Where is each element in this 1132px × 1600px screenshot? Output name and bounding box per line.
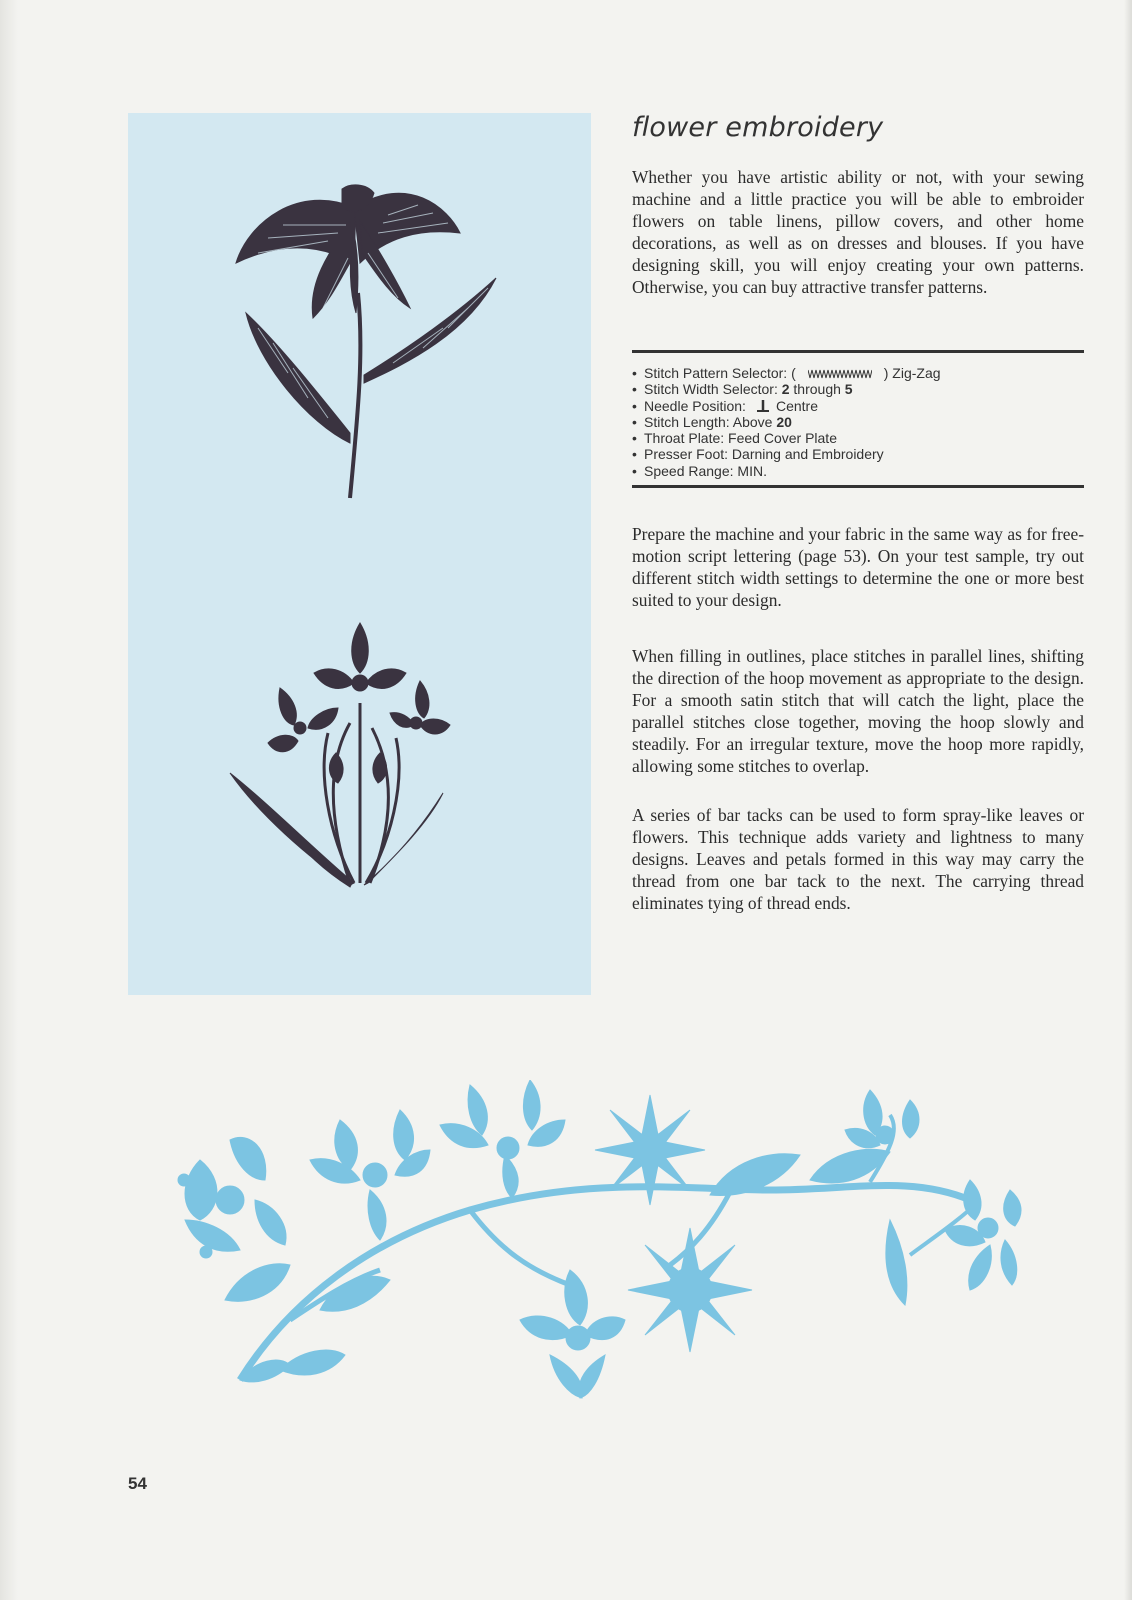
page-edge-right — [1124, 0, 1132, 1600]
body-paragraph: Prepare the machine and your fabric in the same way as for free-motion script lettering (page 53). On your test sample, try out different stitch width settings to determine the one or more best suited to your design. — [632, 524, 1084, 610]
page-number: 54 — [128, 1474, 147, 1493]
page-title: flower embroidery — [632, 112, 884, 143]
embroidery-illustrations — [128, 113, 591, 995]
bullet-icon: • — [632, 365, 637, 381]
bullet-icon: • — [632, 430, 637, 447]
bullet-icon: • — [632, 397, 637, 414]
bullet-icon: • — [632, 446, 637, 463]
body-paragraph: A series of bar tacks can be used to form spray-like leaves or flowers. This technique adds variety and lightness to many designs. Leaves and petals formed in this way may carry the thread from one bar tack to the next. The carrying thread eliminates tying of thread ends. — [632, 805, 1084, 913]
machine-settings-box — [632, 350, 1084, 488]
body-paragraph: When filling in outlines, place stitches in parallel lines, shifting the direction of the hoop movement as appropriate to the design. For a smooth satin stitch that will catch the light, place the parallel stitches close together, moving the hoop slowly and steadily. For an irregular texture, move the hoop more rapidly, allowing some stitches to overlap. — [632, 646, 1084, 776]
embroidery-sample-panel — [128, 113, 591, 995]
setting-needle-position: • Needle Position: Centre — [632, 397, 818, 414]
page-edge-left — [0, 0, 18, 1600]
setting-presser-foot: • Presser Foot: Darning and Embroidery — [632, 446, 884, 463]
machine-settings-list — [632, 365, 941, 479]
small-flowers-illustration — [230, 623, 450, 887]
needle-centre-icon — [756, 399, 770, 413]
floral-vine-embroidery-illustration — [170, 1080, 1050, 1420]
setting-speed-range: • Speed Range: MIN. — [632, 462, 767, 479]
setting-stitch-pattern: • Stitch Pattern Selector: ( ) Zig-Zag — [632, 365, 941, 381]
setting-stitch-length: • Stitch Length: Above 20 — [632, 413, 792, 430]
zigzag-stitch-icon — [808, 369, 872, 379]
intro-paragraph: Whether you have artistic ability or not, with your sewing machine and a little practice you will be able to embroider flowers on table linens, pillow covers, and other home decorations, as well as on dresses and blouses. If you have designing skill, you will enjoy creating your own patterns. Otherwise, you can buy attractive transfer patterns. — [632, 167, 1084, 297]
bullet-icon: • — [632, 381, 637, 398]
setting-stitch-width: • Stitch Width Selector: 2 through 5 — [632, 381, 853, 398]
bullet-icon: • — [632, 413, 637, 430]
setting-throat-plate: • Throat Plate: Feed Cover Plate — [632, 430, 837, 447]
large-flower-illustration — [236, 185, 496, 498]
bullet-icon: • — [632, 462, 637, 479]
